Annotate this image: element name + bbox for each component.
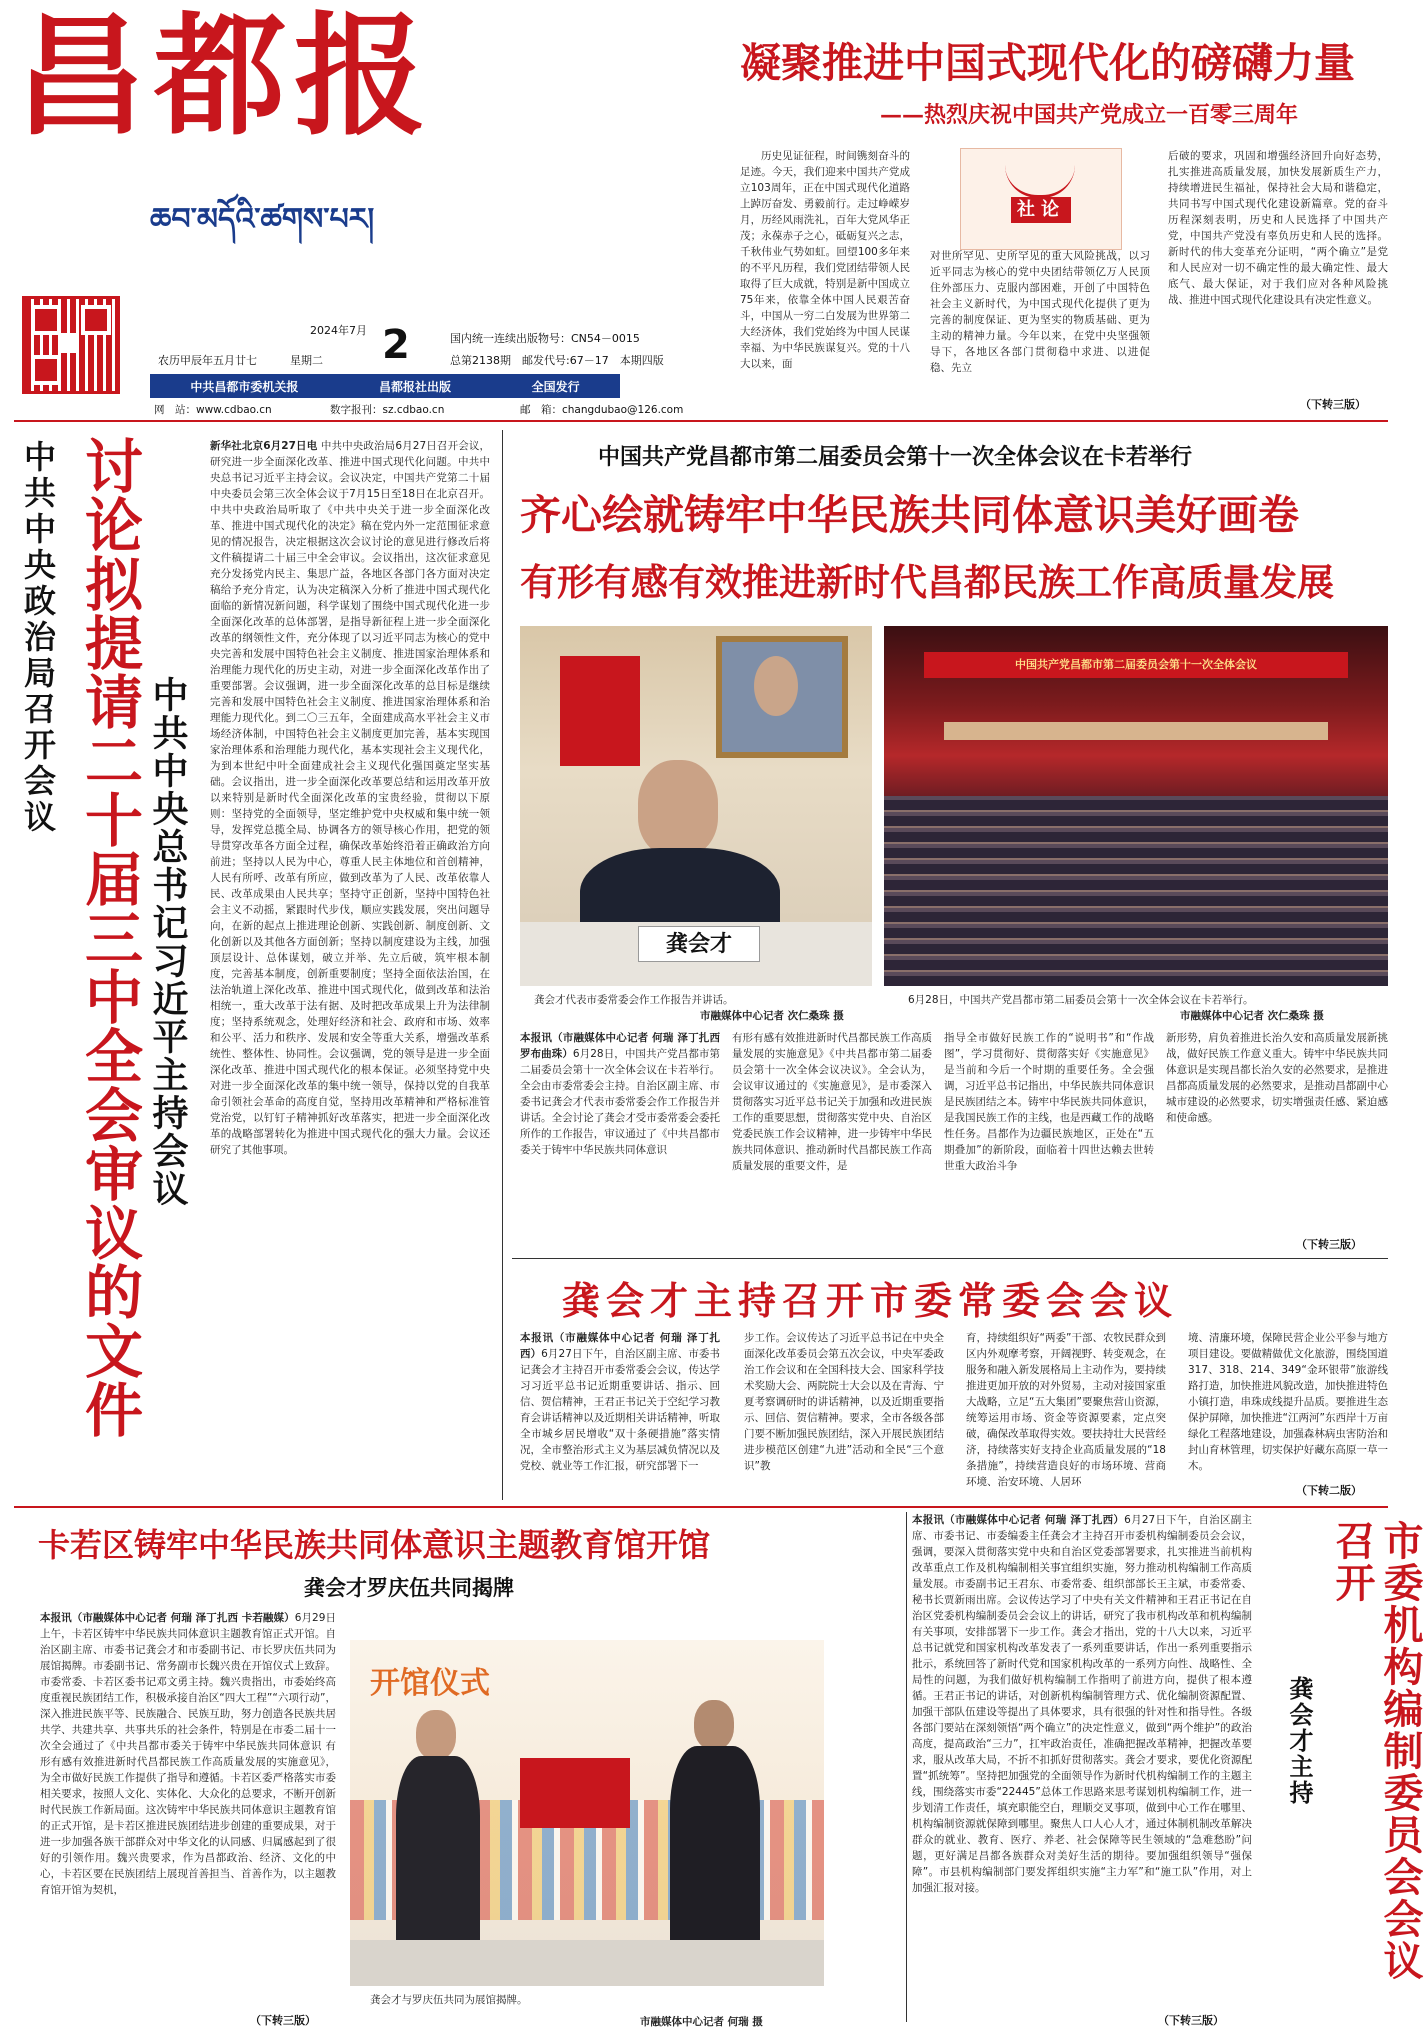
standing-col-4: 境、清廉环境，保障民营企业公平参与地方项目建设。要做精做优文化旅游，围绕国道317、318、214、349“金环银带”旅游线路打造，加快推进风貌改造，加快推进特色小镇打造，串珠成线提升品质。要推进生态保护屏障，加快推进“江两河”东西岸十万亩绿化工程落地建设，加强森林病虫害防治和封山育林管理，切实保护好藏东高原一草一木。 — [1188, 1332, 1388, 1472]
plenary-col-1 — [520, 1030, 720, 1250]
masthead-tibetan: ཆབ་མདོའི་ཚགས་པར། — [150, 202, 375, 237]
lead-subtitle: ——热烈庆祝中国共产党成立一百零三周年 — [880, 102, 1299, 128]
issue-info: 总第2138期 邮发代号:67－17 本期四版 — [450, 354, 664, 367]
standing-col-2: 步工作。会议传达了习近平总书记在中央全面深化改革委员会第五次会议，中央军委政治工作会议和在全国科技大会、国家科学技术奖励大会、两院院士大会以及在青海、宁夏考察调研时的讲话精神，以及近期重要指示、回信、贺信精神。要求，全市各级各部门要不断加强民族团结，深入开展民族团结进步模范区创建“九进”活动和全民“三个意识”教 — [744, 1332, 944, 1472]
politburo-body-text: 中共中央政治局6月27日召开会议，研究进一步全面深化改革、推进中国式现代化问题。中共中央总书记习近平主持会议。会议决定，中国共产党第二十届中央委员会第三次全体会议于7月15日至18日在北京召开。中共中央政治局听取了《中共中央关于进一步全面深化改革、推进中国式现代化的决定》稿在党内外一定范围征求意见的情况报告，决定根据这次会议讨论的意见进行修改后将文件稿提请二十届三中全会审议。会议指出，这次征求意见充分发扬党内民主、集思广益，各地区各部门各方面对决定稿给予充分肯定，认为决定稿深入分析了推进中国式现代化面临的新情况新问题，科学谋划了围绕中国式现代化进一步全面深化改革的总体部署，是指导新征程上进一步全面深化改革的纲领性文件，充分体现了以习近平同志为核心的党中央完善和发展中国特色社会主义制度、推进国家治理体系和治理能力现代化的历史主动，对进一步全面深化改革作出了重要部署。会议强调，进一步全面深化改革的总目标是继续完善和发展中国特色社会主义制度、推进国家治理体系和治理能力现代化。到二〇三五年，全面建成高水平社会主义市场经济体制，中国特色社会主义制度更加完善，基本实现国家治理体系和治理能力现代化，基本实现社会主义现代化，为到本世纪中叶全面建成社会主义现代化强国奠定坚实基础。会议指出，进一步全面深化改革要总结和运用改革开放以来特别是新时代全面深化改革的宝贵经验，贯彻以下原则：坚持党的全面领导，坚定维护党中央权威和集中统一领导，发挥党总揽全局、协调各方的领导核心作用，把党的领导贯穿改革各方面全过程，确保改革始终沿着正确政治方向前进；坚持以人民为中心，尊重人民主体地位和首创精神，人民有所呼、改革有所应，做到改革为了人民、改革依靠人民、改革成果由人民共享；坚持守正创新，坚持中国特色社会主义不动摇，紧跟时代步伐，顺应实践发展，突出问题导向，在新的起点上推进理论创新、实践创新、制度创新、文化创新以及其他各方面创新；坚持以制度建设为主线，加强顶层设计、总体谋划，破立并举、先立后破，筑牢根本制度，完善基本制度，创新重要制度；坚持全面依法治国，在法治轨道上深化改革、推进中国式现代化，做到改革和法治相统一，重大改革于法有据、及时把改革成果上升为法律制度；坚持系统观念，处理好经济和社会、政府和市场、效率和公平、活力和秩序、发展和安全等重大关系，增强改革系统性、整体性、协同性。会议强调，党的领导是进一步全面深化改革、推进中国式现代化的根本保证。必须坚持党中央对进一步全面深化改革的集中统一领导，保持以党的自我革命引领社会革命的高度自觉，坚持用改革精神和严格标准管党治党，以钉钉子精神抓好改革落实，把进一步全面深化改革的战略部署转化为推进中国式现代化的强大力量。会议还研究了其他事项。 — [210, 440, 490, 1156]
masthead-divider — [14, 420, 1388, 422]
plenary-byline: 本报讯（市融媒体中心记者 何瑞 泽丁扎西 罗布曲珠） — [520, 1032, 720, 1060]
speaker-photo — [520, 626, 872, 986]
committee-subtitle: 龚会才主持 — [1285, 1676, 1314, 1806]
standing-col-1 — [520, 1330, 720, 1494]
column-divider — [906, 1512, 907, 2022]
lunar-date: 农历甲辰年五月廿七 — [158, 354, 257, 367]
committee-body-text: 6月27日下午，自治区副主席、市委书记、市委编委主任龚会才主持召开市委机构编制委员会会议，强调，要深入贯彻落实党中央和自治区党委部署要求，扎实推进当前机构改革重点工作及机构编制相关事宜组织实施，努力推动机构编制工作高质量发展。市委副书记王君东、市委常委、组织部部长王主斌，市委常委、秘书长贾新雨出席。会议传达学习了中央有关文件精神和王君正书记在自治区党委机构编制委员会会议上的讲话，研究了我市机构改革和机构编制有关事项，安排部署下一步工作。龚会才指出，党的十八大以来，习近平总书记就党和国家机构改革发表了一系列重要讲话，作出一系列重要指示批示，系统回答了新时代党和国家机构改革的一系列方向性、战略性、全局性的问题，为我们做好机构编制工作指明了前进方向，提供了根本遵循。王君正书记的讲话，对创新机构编制管理方式、优化编制资源配置、加强干部队伍建设等提出了具体要求，具有很强的针对性和指导性。各级各部门要站在深刻领悟“两个确立”的决定性意义，做到“两个维护”的政治高度，提高政治“三力”，扛牢政治责任，准确把握改革精神，把握改革要求，服从改革大局，不折不扣抓好贯彻落实。龚会才要求，要优化资源配置“抓统筹”。坚持把加强党的全面领导作为新时代机构编制工作的主题主线，围绕落实市委“22445”总体工作思路来思考谋划机构编制工作，进一步划清工作责任，填充职能空白，理顺交叉事项，做到中心工作在哪里、机构编制资源就保障到哪里。聚焦人口人心人才，通过体制机制改革解决群众的就业、教育、医疗、养老、社会保障等民生领域的“急难愁盼”问题，更好满足昌都各族群众对美好生活的期待。要加强组织领导“强保障”。市县机构编制部门要发挥组织实施“主力军”和“施工队”作用，对上加强汇报对接。 — [912, 1514, 1252, 1894]
speaker-photo-caption: 龚会才代表市委常委会作工作报告并讲话。 — [534, 994, 734, 1006]
publisher-bar-item: 全国发行 — [531, 379, 580, 394]
editorial-continue: （下转三版） — [1300, 398, 1366, 411]
lower-divider — [14, 1506, 1388, 1508]
politburo-main-title: 讨论拟提请二十届三中全会审议的文件 — [75, 436, 143, 1439]
plenary-col-3: 指导全市做好民族工作的“说明书”和“作战图”，学习贯彻好、贯彻落实好《实施意见》是当前和今后一个时期的重要任务。全会强调，习近平总书记指出，中华民族共同体意识是民族团结之本。铸牢中华民族共同体意识，是我国民族工作的主线，也是西藏工作的战略性任务。昌都作为边疆民族地区，正处在“五期叠加”的新阶段，面临着十四世达赖去世转世重大政治斗争 — [944, 1032, 1154, 1172]
committee-title: 市委机构编制委员会会议召开 — [1329, 1520, 1424, 1982]
politburo-body — [210, 438, 490, 1490]
editorial-badge-label: 社论 — [1011, 197, 1071, 223]
museum-photo-caption: 龚会才与罗庆伍共同为展馆揭牌。 — [370, 1994, 528, 2006]
plenary-col-2: 有形有感有效推进新时代昌都民族工作高质量发展的实施意见》《中共昌都市第二届委员会第十一次全体会议决议》。全会认为，会议审议通过的《实施意见》，是市委深入贯彻落实习近平总书记关于加强和改进民族工作的重要思想，贯彻落实党中央、自治区党委民族工作会议精神，进一步铸牢中华民族共同体意识、推动新时代昌都民族工作高质量发展的重要文件，是 — [732, 1032, 932, 1172]
editorial-badge — [960, 148, 1122, 250]
museum-banner-text: 开馆仪式 — [370, 1666, 490, 1701]
standing-continue: （下转二版） — [1296, 1484, 1362, 1497]
section-divider — [512, 1258, 1388, 1259]
masthead-title: 昌都报 — [14, 0, 434, 154]
museum-body-text: 6月29日上午，卡若区铸牢中华民族共同体意识主题教育馆正式开馆。自治区副主席、市委书记龚会才和市委副书记、市长罗庆伍共同为展馆揭牌。市委副书记、常务副市长魏兴贵在开馆仪式上致辞。市委常委、卡若区委书记邓文勇主持。魏兴贵指出，市委始终高度重视民族团结工作，积极承接自治区“四大工程”“六项行动”，深入推进民族平等、民族融合、民族互助，努力创造各民族共居共学、共建共享、共事共乐的社会条件，特别是在市委二届十一次全会通过了《中共昌都市委关于铸牢中华民族共同体意识 有形有感有效推进新时代昌都民族工作高质量发展的实施意见》，为全市做好民族工作提供了指导和遵循。卡若区委严格落实市委相关要求，按照人文化、实体化、大众化的总要求，不断开创新时代民族工作新局面。这次铸牢中华民族共同体意识主题教育馆的正式开馆，是卡若区推进民族团结进步创建的重要成果，对于进一步加强各族干部群众对中华文化的认同感、归属感起到了很好的引领作用。魏兴贵要求，作为昌都政治、经济、文化的中心，卡若区要在民族团结上展现首善担当、首善作为，以主题教育馆开馆为契机， — [40, 1612, 337, 1896]
issue-date: 2024年7月 — [310, 324, 367, 337]
museum-byline: 本报讯（市融媒体中心记者 何瑞 泽丁扎西 卡若融媒） — [40, 1612, 295, 1624]
standing-title: 龚会才主持召开市委常委会会议 — [562, 1278, 1179, 1323]
museum-ceremony-photo — [350, 1640, 824, 1986]
editorial-col-3: 后破的要求，巩固和增强经济回升向好态势，扎实推进高质量发展，加快发展新质生产力，持续增进民生福祉，保持社会大局和谐稳定，共同书写中国式现代化建设新篇章。党的奋斗历程深刻表明，历史和人民选择了中国共产党，中国共产党没有辜负历史和人民的选择。新时代的伟大变革充分证明，“两个确立”是党和人民应对一切不确定性的最大确定性、最大底气、最大保证，对于我们应对各种风险挑战、推进中国式现代化建设具有决定性意义。 — [1168, 150, 1388, 306]
politburo-host-title: 中共中央总书记习近平主持会议 — [147, 676, 189, 1208]
lead-headline: 凝聚推进中国式现代化的磅礴力量 — [740, 39, 1355, 87]
hall-photo-caption: 6月28日，中国共产党昌都市第二届委员会第十一次全体会议在卡若举行。 — [908, 994, 1254, 1006]
standing-col-1-text: 6月27日下午，自治区副主席、市委书记龚会才主持召开市委常委会会议，传达学习习近平总书记近期重要讲话、指示、回信、贺信精神，王君正书记关于空纪学习教育会讲话精神以及近期相关讲话精神，听取全市城乡居民增收“双十条硬措施”落实情况，全市整治形式主义为基层减负情况以及党校、就业等工作汇报，研究部署下一 — [520, 1348, 721, 1472]
standing-byline: 本报讯（市融媒体中心记者 何瑞 泽丁扎西） — [520, 1332, 720, 1360]
speaker-nameplate: 龚会才 — [638, 926, 760, 962]
publisher-bar-item: 中共昌都市委机关报 — [190, 379, 299, 394]
committee-continue: （下转三版） — [1158, 2014, 1224, 2027]
hall-banner: 中国共产党昌都市第二届委员会第十一次全体会议 — [924, 652, 1348, 678]
epaper: 数字报刊：sz.cdbao.cn — [330, 404, 445, 416]
publisher-bar — [150, 374, 620, 398]
museum-subtitle: 龚会才罗庆伍共同揭牌 — [304, 1575, 514, 1600]
committee-body — [912, 1512, 1252, 2012]
plenary-title-1: 齐心绘就铸牢中华民族共同体意识美好画卷 — [520, 491, 1299, 539]
plenary-title-2: 有形有感有效推进新时代昌都民族工作高质量发展 — [520, 560, 1334, 604]
editorial-col-1: 历史见证征程，时间镌刻奋斗的足迹。今天，我们迎来中国共产党成立103周年，正在中国式现代化道路上踔厉奋发、勇毅前行。走过峥嵘岁月，历经风雨洗礼，百年大党风华正茂；永葆赤子之心，砥砺复兴之志，千秋伟业气势如虹。回望100多年来的不平凡历程，我们党团结带领人民取得了巨大成就，特别是新中国成立75年来，依靠全体中国人民艰苦奋斗，中国从一穷二白发展为世界第二大经济体，我们党始终为中国人民谋幸福、为中华民族谋复兴。党的十八大以来，面 — [740, 150, 910, 370]
museum-body — [40, 1610, 336, 2008]
hall-photo-credit: 市融媒体中心记者 次仁桑珠 摄 — [1180, 1010, 1324, 1022]
website: 网 站：www.cdbao.cn — [154, 404, 272, 416]
politburo-vertical-title: 中共中央政治局召开会议 — [19, 440, 57, 836]
politburo-dateline: 新华社北京6月27日电 — [210, 440, 318, 452]
plenary-continue: （下转三版） — [1296, 1238, 1362, 1251]
email: 邮 箱：changdubao@126.com — [520, 404, 684, 416]
issue-day-number: 2 — [382, 322, 410, 368]
column-divider — [502, 430, 503, 1500]
qr-code-icon — [22, 296, 120, 394]
committee-byline: 本报讯（市融媒体中心记者 何瑞 泽丁扎西） — [912, 1514, 1125, 1526]
museum-continue: （下转三版） — [250, 2014, 316, 2027]
weekday: 星期二 — [290, 354, 323, 367]
speaker-photo-credit: 市融媒体中心记者 次仁桑珠 摄 — [700, 1010, 844, 1022]
museum-photo-credit: 市融媒体中心记者 何瑞 摄 — [640, 2016, 763, 2028]
museum-title: 卡若区铸牢中华民族共同体意识主题教育馆开馆 — [38, 1526, 711, 1564]
standing-col-3: 育，持续组织好“两委”干部、农牧民群众到区内外观摩考察，开阔视野、转变观念，在服务和融入新发展格局上主动作为，要持续推进更加开放的对外贸易，主动对接国家重大战略，立足“五大集团”要聚焦营山资源，统筹运用市场、资金等资源要素，定点突破，确保改革取得实效。要扶持壮大民营经济，持续落实好支持企业高质量发展的“18条措施”，持续营造良好的市场环境、营商环境、治安环境、人居环 — [966, 1332, 1166, 1488]
plenary-hall-photo — [884, 626, 1388, 986]
plenary-kicker: 中国共产党昌都市第二届委员会第十一次全体会议在卡若举行 — [598, 444, 1193, 470]
plenary-col-1-text: 6月28日，中国共产党昌都市第二届委员会第十一次全体会议在卡若举行。全会由市委常委会主持。自治区副主席、市委书记龚会才代表市委常委会作工作报告并讲话。全会讨论了龚会才受市委常委会委托所作的工作报告，审议通过了《中共昌都市委关于铸牢中华民族共同体意识 — [520, 1048, 720, 1156]
editorial-col-2: 对世所罕见、史所罕见的重大风险挑战，以习近平同志为核心的党中央团结带领亿万人民顶住外部压力、克服内部困难，开创了中国特色社会主义新时代，为中国式现代化提供了更为完善的制度保证、更为坚实的物质基础、更为主动的精神力量。今年以来，在党中央坚强领导下，各地区各部门贯彻稳中求进、以进促稳、先立 — [930, 250, 1150, 374]
plenary-col-4: 新形势，肩负着推进长治久安和高质量发展新挑战，做好民族工作意义重大。铸牢中华民族共同体意识是实现昌都长治久安的必然要求，是推进昌都高质量发展的必然要求，是推动昌都副中心城市建设的必然要求，切实增强责任感、紧迫感和使命感。 — [1166, 1032, 1388, 1124]
cn-number: 国内统一连续出版物号：CN54－0015 — [450, 332, 640, 345]
publisher-bar-item: 昌都报社出版 — [378, 379, 451, 394]
